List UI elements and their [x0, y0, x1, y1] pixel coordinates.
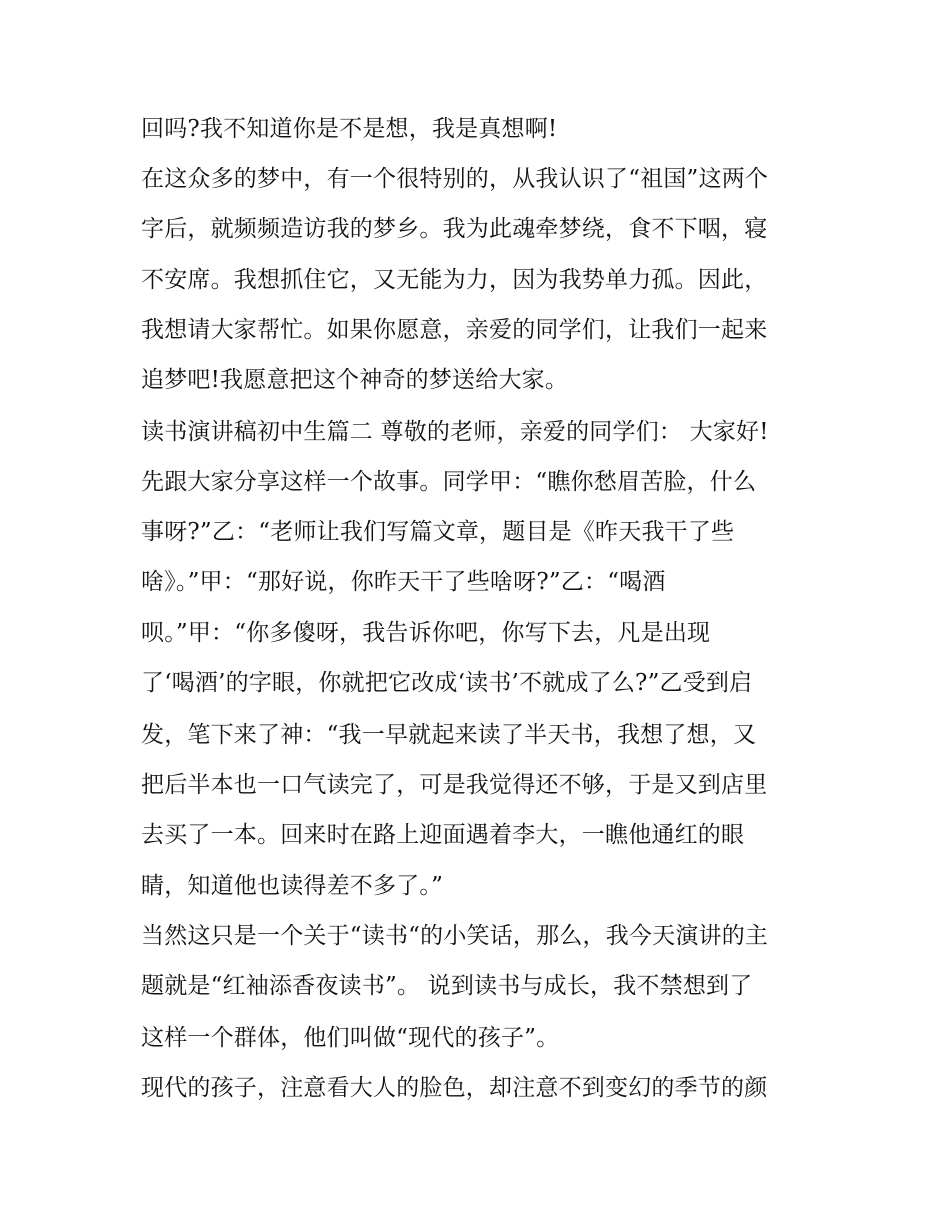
- text-line: 追梦吧!我愿意把这个神奇的梦送给大家。: [141, 367, 569, 393]
- text-line: 题就是“红袖添香夜读书”。 说到读书与成长，我不禁想到了: [141, 973, 753, 999]
- text-line: 在这众多的梦中，有一个很特别的，从我认识了“祖国”这两个: [141, 166, 769, 192]
- text-line: 啥》。”甲：“那好说，你昨天干了些啥呀?”乙：“喝酒: [141, 569, 666, 595]
- text-line: 不安席。我想抓住它，又无能为力，因为我势单力孤。因此，: [141, 267, 768, 293]
- text-line: 字后，就频频造访我的梦乡。我为此魂牵梦绕，食不下咽，寝: [141, 216, 768, 242]
- text-line: 呗。”甲：“你多傻呀，我告诉你吧，你写下去，凡是出现: [141, 620, 711, 646]
- text-line: 读书演讲稿初中生篇二 尊敬的老师，亲爱的同学们： 大家好!: [141, 419, 769, 445]
- text-line: 我想请大家帮忙。如果你愿意，亲爱的同学们，让我们一起来: [141, 317, 768, 343]
- text-line: 这样一个群体，他们叫做“现代的孩子”。: [141, 1025, 560, 1051]
- text-line: 回吗?我不知道你是不是想，我是真想啊!: [141, 116, 558, 142]
- text-line: 事呀?”乙：“老师让我们写篇文章，题目是《昨天我干了些: [141, 519, 735, 545]
- text-line: 了‘喝酒’的字眼，你就把它改成‘读书’不就成了么?”乙受到启: [141, 670, 753, 696]
- text-line: 发，笔下来了神：“我一早就起来读了半天书，我想了想，又: [141, 722, 757, 748]
- text-line: 睛，知道他也读得差不多了。”: [141, 873, 444, 899]
- text-line: 现代的孩子，注意看大人的脸色，却注意不到变幻的季节的颜: [141, 1075, 768, 1101]
- text-line: 把后半本也一口气读完了，可是我觉得还不够，于是又到店里: [141, 772, 768, 798]
- text-line: 先跟大家分享这样一个故事。同学甲：“瞧你愁眉苦脸，什么: [141, 469, 757, 495]
- text-line: 当然这只是一个关于“读书“的小笑话，那么，我今天演讲的主: [141, 923, 769, 949]
- text-line: 去买了一本。回来时在路上迎面遇着李大，一瞧他通红的眼: [141, 822, 745, 848]
